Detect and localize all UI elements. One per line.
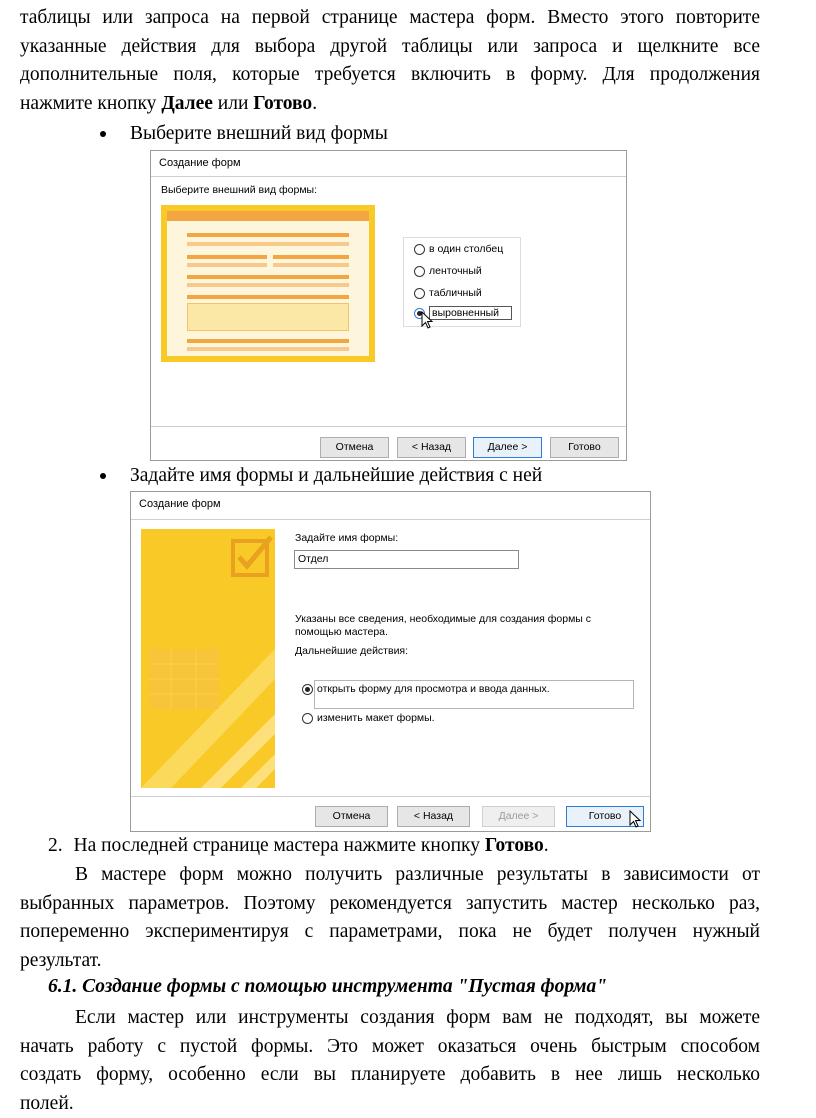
radio-label: табличный bbox=[429, 287, 482, 299]
paragraph-line: Если мастер или инструменты создания форм вам не подходят, вы можете bbox=[75, 1007, 760, 1028]
next-actions-label: Дальнейшие действия: bbox=[295, 645, 409, 657]
dialog-title: Создание форм bbox=[139, 498, 221, 510]
paragraph-line: создать форму, особенно если вы планируете добавить в нее лишь несколько bbox=[20, 1064, 760, 1085]
radio-datasheet[interactable] bbox=[414, 287, 482, 299]
step-number: 2. bbox=[48, 835, 63, 856]
radio-label: выровненный bbox=[429, 306, 512, 320]
bullet-icon bbox=[100, 473, 106, 479]
body-paragraph bbox=[20, 1004, 760, 1118]
back-button[interactable]: < Назад bbox=[397, 437, 466, 458]
intro-line: таблицы или запроса на первой странице мастера форм. Вместо этого повторите bbox=[20, 7, 760, 28]
radio-button[interactable] bbox=[414, 266, 425, 277]
divider bbox=[151, 426, 626, 427]
section-heading: 6.1. Создание формы с помощью инструмента "Пустая форма" bbox=[48, 976, 608, 997]
form-wizard-layout-dialog bbox=[150, 150, 627, 461]
mouse-cursor-icon bbox=[629, 810, 643, 830]
form-name-label: Задайте имя формы: bbox=[295, 532, 399, 544]
divider bbox=[131, 519, 650, 520]
radio-open-form[interactable] bbox=[302, 683, 550, 695]
form-name-input[interactable] bbox=[294, 550, 519, 569]
intro-paragraph bbox=[20, 4, 760, 118]
radio-button[interactable] bbox=[414, 244, 425, 255]
intro-line: указанные действия для выбора другой таблицы или запроса и щелкните все bbox=[20, 35, 760, 57]
divider bbox=[131, 796, 650, 797]
bullet-text: Задайте имя формы и дальнейшие действия с ней bbox=[130, 465, 543, 486]
info-text: помощью мастера. bbox=[295, 626, 388, 638]
intro-line: нажмите кнопку Далее или Готово. bbox=[20, 92, 318, 114]
mouse-cursor-icon bbox=[421, 311, 435, 331]
bullet-text: Выберите внешний вид формы bbox=[130, 123, 388, 144]
radio-label: ленточный bbox=[429, 265, 482, 277]
divider bbox=[151, 176, 626, 177]
cancel-button[interactable]: Отмена bbox=[315, 806, 388, 827]
numbered-step bbox=[48, 832, 760, 861]
finish-button[interactable]: Готово bbox=[550, 437, 619, 458]
radio-label: открыть форму для просмотра и ввода данных. bbox=[317, 683, 550, 695]
form-name-value: Отдел bbox=[298, 553, 329, 565]
layout-prompt: Выберите внешний вид формы: bbox=[161, 184, 318, 196]
step-text: На последней странице мастера нажмите кнопку Готово. bbox=[73, 835, 549, 856]
radio-label: в один столбец bbox=[429, 243, 504, 255]
paragraph-line: В мастере форм можно получить различные результаты в зависимости от bbox=[75, 864, 760, 885]
paragraph-line: полей. bbox=[20, 1092, 74, 1114]
radio-button-selected[interactable] bbox=[302, 684, 313, 695]
body-paragraph bbox=[20, 861, 760, 975]
radio-columnar[interactable] bbox=[414, 243, 503, 255]
radio-button[interactable] bbox=[414, 288, 425, 299]
next-button[interactable]: Далее > bbox=[473, 437, 542, 458]
finish-button[interactable]: Готово bbox=[566, 806, 644, 827]
bullet-icon bbox=[100, 131, 106, 137]
radio-label: изменить макет формы. bbox=[317, 712, 435, 724]
paragraph-line: выбранных параметров. Поэтому рекомендуется запустить мастер несколько раз, bbox=[20, 892, 760, 914]
paragraph-line: начать работу с пустой формы. Это может оказаться очень быстрым способом bbox=[20, 1035, 760, 1057]
radio-modify-layout[interactable] bbox=[302, 712, 435, 724]
paragraph-line: попеременно экспериментируя с параметрами, пока не будет получен нужный bbox=[20, 921, 760, 942]
radio-button[interactable] bbox=[302, 713, 313, 724]
layout-preview bbox=[161, 205, 375, 362]
radio-tabular[interactable] bbox=[414, 265, 482, 277]
cancel-button[interactable]: Отмена bbox=[320, 437, 389, 458]
wizard-illustration bbox=[141, 529, 275, 788]
info-text: Указаны все сведения, необходимые для создания формы с bbox=[295, 613, 592, 625]
dialog-title: Создание форм bbox=[159, 157, 241, 169]
form-wizard-finish-dialog bbox=[130, 491, 651, 832]
intro-line: дополнительные поля, которые требуется включить в форму. Для продолжения bbox=[20, 64, 760, 85]
paragraph-line: результат. bbox=[20, 949, 102, 971]
back-button[interactable]: < Назад bbox=[397, 806, 470, 827]
next-button[interactable]: Далее > bbox=[482, 806, 555, 827]
